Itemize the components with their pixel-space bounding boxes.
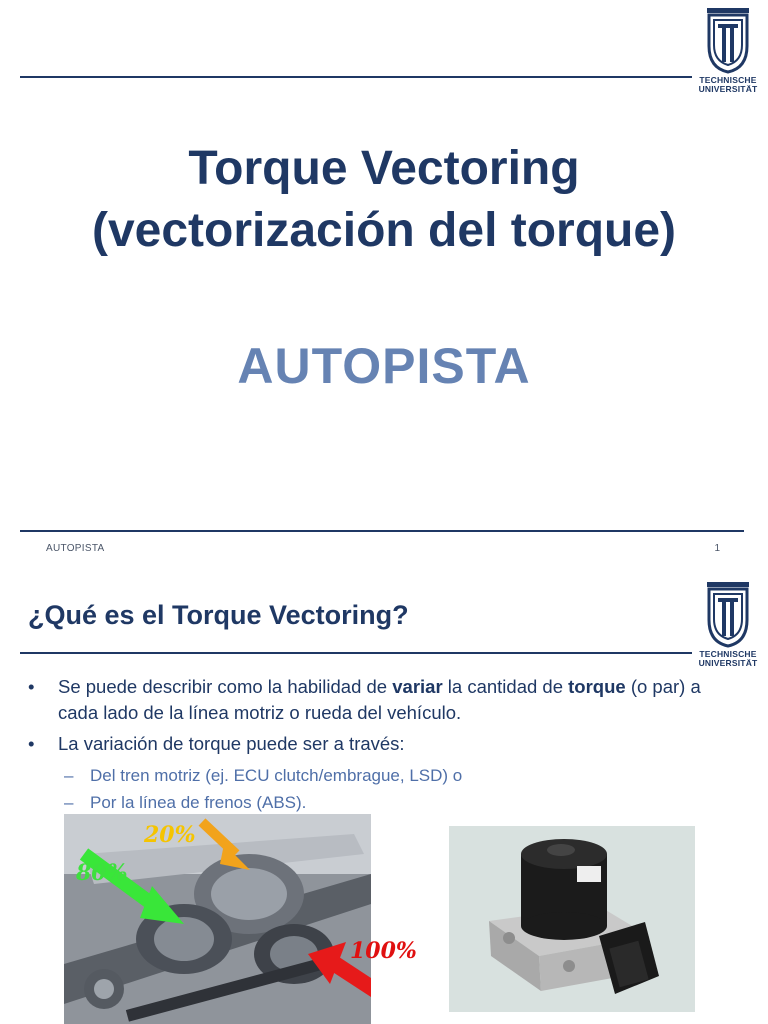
bullet-1-text-b: la cantidad de bbox=[442, 676, 569, 697]
abs-module-illustration bbox=[449, 826, 695, 1012]
logo-text-line1: TECHNISCHE bbox=[699, 649, 757, 659]
sub-bullet-1: – Del tren motriz (ej. ECU clutch/embrague, LSD) o bbox=[28, 762, 728, 789]
label-100-percent: 100% bbox=[350, 938, 417, 964]
slide-2 bbox=[0, 562, 768, 1024]
logo-text-line1: TECHNISCHE bbox=[699, 75, 757, 85]
bullet-2: • La variación de torque puede ser a través: bbox=[28, 731, 728, 757]
slide-subtitle: AUTOPISTA bbox=[237, 338, 531, 394]
slide-2-title: ¿Qué es el Torque Vectoring? bbox=[28, 600, 409, 630]
footer-label: AUTOPISTA bbox=[46, 543, 105, 554]
drivetrain-image bbox=[64, 814, 371, 1024]
header-rule bbox=[20, 76, 692, 78]
drivetrain-illustration bbox=[64, 814, 371, 1024]
tu-logo-icon bbox=[696, 6, 760, 76]
label-80-percent: 80% bbox=[76, 860, 128, 886]
footer-rule bbox=[20, 530, 744, 532]
bullet-1-bold-variar: variar bbox=[392, 676, 443, 697]
title-line-1: Torque Vectoring bbox=[188, 142, 580, 195]
title-line-2: (vectorización del torque) bbox=[91, 204, 677, 257]
bullet-1 bbox=[28, 674, 728, 726]
logo-text-line2: UNIVERSITÄT bbox=[698, 658, 758, 668]
sub-bullet-2: – Por la línea de frenos (ABS). bbox=[28, 789, 728, 816]
slide-title bbox=[0, 138, 768, 262]
university-logo bbox=[696, 6, 760, 94]
bullet-list bbox=[28, 674, 728, 816]
bullet-1-bold-torque: torque bbox=[568, 676, 626, 697]
university-logo-2 bbox=[696, 580, 760, 668]
logo-text-line2: UNIVERSITÄT bbox=[698, 84, 758, 94]
page-number: 1 bbox=[714, 543, 720, 554]
tu-logo-icon bbox=[696, 580, 760, 650]
bullet-1-text-c: (o par) a cada lado de la línea motriz o rueda del vehículo. bbox=[58, 676, 701, 723]
bullet-1-text-a: Se puede describir como la habilidad de bbox=[58, 676, 393, 697]
slide-2-header-rule bbox=[20, 652, 692, 654]
abs-module-image bbox=[449, 826, 695, 1012]
label-20-percent: 20% bbox=[144, 822, 196, 848]
